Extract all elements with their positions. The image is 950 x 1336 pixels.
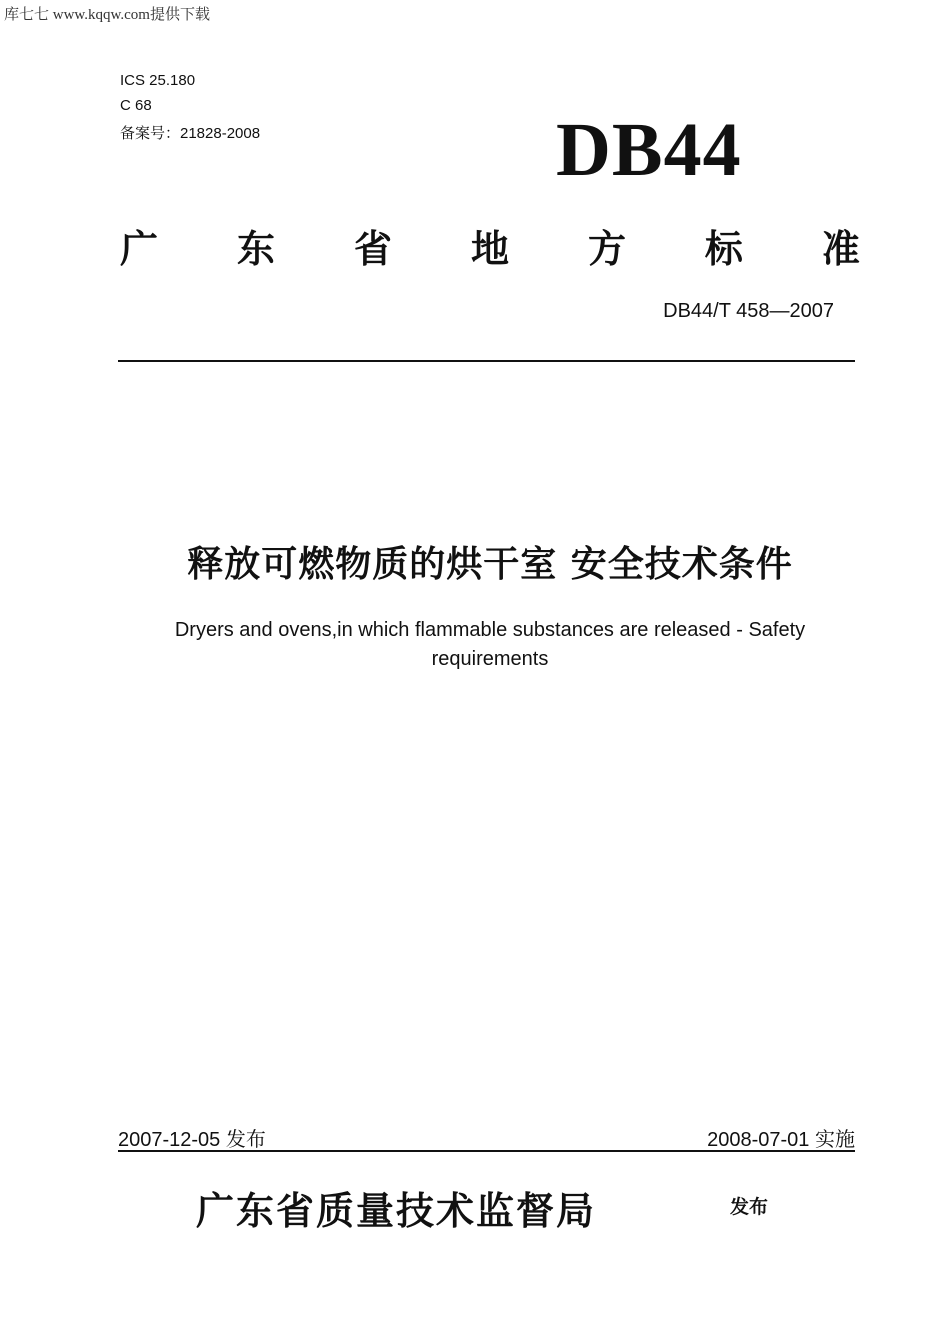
standard-type-char: 省: [353, 227, 392, 271]
classification-code: C 68: [120, 97, 152, 114]
standard-type-char: 东: [236, 227, 275, 271]
issue-date: 2007-12-05 发布: [118, 1129, 266, 1151]
standard-type-char: 准: [821, 227, 860, 271]
standard-type-char: 标: [704, 227, 743, 271]
header-divider: [118, 360, 855, 362]
title-chinese: 释放可燃物质的烘干室 安全技术条件: [187, 544, 793, 585]
issuer-suffix: 发布: [730, 1196, 769, 1218]
standard-type-char: 方: [587, 227, 626, 271]
issuer-name: 广东省质量技术监督局: [196, 1188, 597, 1233]
title-english: [60, 616, 920, 674]
title-english-line-1: Dryers and ovens,in which flammable substances are released - Safety: [174, 619, 806, 641]
standard-code-logo: DB44: [556, 108, 742, 192]
effective-date: 2008-07-01 实施: [707, 1129, 855, 1151]
standard-type-char: 地: [470, 227, 509, 271]
standard-number: DB44/T 458—2007: [663, 300, 834, 322]
standard-type-heading: [120, 218, 860, 273]
filing-number: 备案号：21828-2008: [120, 125, 261, 142]
ics-code: ICS 25.180: [120, 72, 196, 89]
watermark-text: 库七七 www.kqqw.com提供下载: [4, 7, 210, 23]
footer-divider: [118, 1150, 855, 1152]
title-english-line-2: requirements: [431, 648, 549, 670]
standard-type-char: 广: [120, 227, 159, 271]
